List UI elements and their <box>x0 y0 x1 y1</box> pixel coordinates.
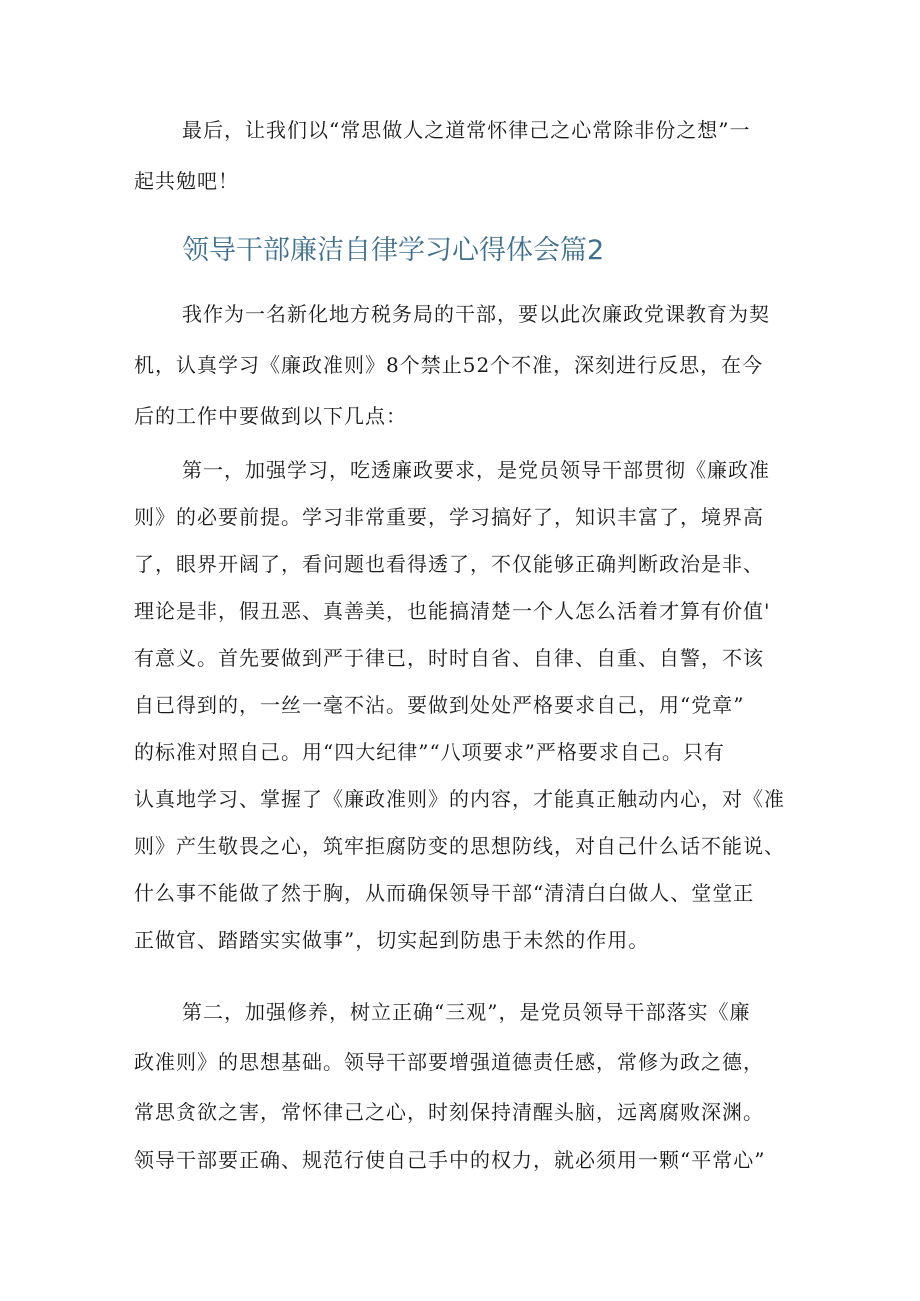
text-line: 的标准对照自己。用“四大纪律”“八项要求”严格要求自己。只有 <box>134 740 725 764</box>
text-line: 最后，让我们以“常思做人之道常怀律己之心常除非份之想”一 <box>182 118 751 142</box>
text-line: 第一，加强学习，吃透廉政要求，是党员领导干部贯彻《廉政准 <box>182 458 770 482</box>
text-line: 自已得到的，一丝一毫不沾。要做到处处严格要求自己，用“党章” <box>134 693 745 717</box>
section-heading: 领导干部廉洁自律学习心得体会篇2 <box>182 235 605 266</box>
text-line: 理论是非，假丑恶、真善美，也能搞清楚一个人怎么活着才算有价值' <box>134 599 771 623</box>
text-line: 有意义。首先要做到严于律已，时时自省、自律、自重、自警，不该 <box>134 646 764 670</box>
text-line: 政准则》的思想基础。领导干部要增强道德责任感，常修为政之德， <box>134 1050 764 1074</box>
text-line: 第二，加强修养，树立正确“三观”，是党员领导干部落实《廉 <box>182 1000 751 1024</box>
text-line: 什么事不能做了然于胸，从而确保领导干部“清清白白做人、堂堂正 <box>134 881 755 905</box>
text-line: 则》产生敬畏之心，筑牢拒腐防变的思想防线，对自己什么话不能说、 <box>134 834 785 858</box>
text-line: 我作为一名新化地方税务局的干部，要以此次廉政党课教育为契 <box>182 302 770 326</box>
text-line: 常思贪欲之害，常怀律己之心，时刻保持清醒头脑，远离腐败深渊。 <box>134 1100 764 1124</box>
text-line: 领导干部要正确、规范行使自己手中的权力，就必须用一颗“平常心” <box>134 1148 766 1172</box>
text-line: 正做官、踏踏实实做事”，切实起到防患于未然的作用。 <box>134 928 650 952</box>
text-line: 起共勉吧！ <box>134 169 239 193</box>
text-line: 后的工作中要做到以下几点： <box>134 404 407 428</box>
text-line: 认真地学习、掌握了《廉政准则》的内容，才能真正触动内心，对《准 <box>134 787 785 811</box>
text-line: 则》的必要前提。学习非常重要，学习搞好了，知识丰富了，境界高 <box>134 505 764 529</box>
text-line: 机，认真学习《廉政准则》8个禁止52个不准，深刻进行反思，在今 <box>134 353 764 377</box>
text-line: 了，眼界开阔了，看问题也看得透了，不仅能够正确判断政治是非、 <box>134 552 764 576</box>
